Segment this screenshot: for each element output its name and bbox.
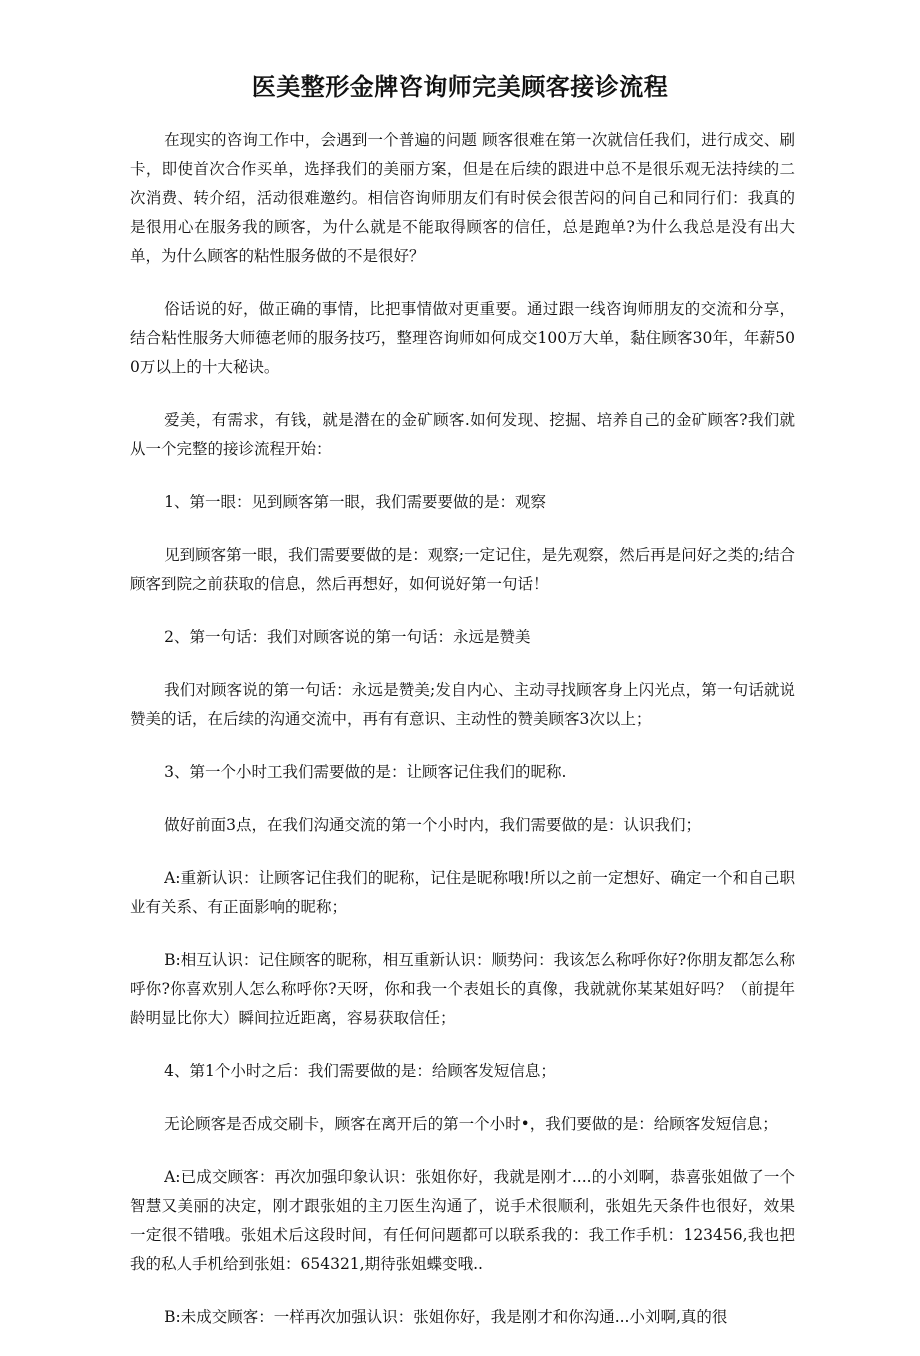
- paragraph-first-hour: 做好前面3点，在我们沟通交流的第一个小时内，我们需要做的是：认识我们；: [164, 816, 701, 834]
- paragraph-point-b-mutual: B:相互认识：记住顾客的昵称，相互重新认识：顺势问：我该怎么称呼你好?你朋友都怎么称呼你?你喜欢别人怎么称呼你?天呀，你和我一个表姐长的真像，我就就你某某姐好吗？（前提年龄明显比你大）瞬间拉近距离，容易获取信任；: [130, 951, 795, 1027]
- document-body: [130, 126, 795, 1356]
- section-heading-3: 3、第一个小时工我们需要做的是：让顾客记住我们的昵称.: [164, 763, 567, 781]
- paragraph-point-a-nickname: A:重新认识：让顾客记住我们的昵称，记住是昵称哦!所以之前一定想好、确定一个和自己职业有关系、有正面影响的昵称；: [130, 869, 795, 916]
- document-title: 医美整形金牌咨询师完美顾客接诊流程: [251, 73, 669, 101]
- paragraph-point-a-closed: A:已成交顾客：再次加强印象认识：张姐你好，我就是刚才....的小刘啊，恭喜张姐做了一个智慧又美丽的决定，刚才跟张姐的主刀医生沟通了，说手术很顺利，张姐先天条件也很好，效果一定很不错哦。张姐术后这段时间，有任何问题都可以联系我的：我工作手机：123456,我也把我的私人手机给到张姐：654321,期待张姐蝶变哦..: [130, 1168, 795, 1273]
- paragraph-send-message: 无论顾客是否成交刷卡，顾客在离开后的第一个小时•，我们要做的是：给顾客发短信息；: [164, 1115, 778, 1133]
- paragraph-proverb: 俗话说的好，做正确的事情，比把事情做对更重要。通过跟一线咨询师朋友的交流和分享，结合粘性服务大师德老师的服务技巧，整理咨询师如何成交100万大单，黏住顾客30年，年薪500万以上的十大秘诀。: [130, 300, 795, 376]
- section-heading-2: 2、第一句话：我们对顾客说的第一句话：永远是赞美: [164, 628, 531, 646]
- paragraph-observe: 见到顾客第一眼，我们需要要做的是：观察;一定记住，是先观察，然后再是问好之类的;结合顾客到院之前获取的信息，然后再想好，如何说好第一句话！: [130, 546, 795, 593]
- section-heading-1: 1、第一眼：见到顾客第一眼，我们需要要做的是：观察: [164, 493, 546, 511]
- paragraph-praise: 我们对顾客说的第一句话：永远是赞美;发自内心、主动寻找顾客身上闪光点，第一句话就说赞美的话，在后续的沟通交流中，再有有意识、主动性的赞美顾客3次以上；: [130, 681, 795, 728]
- section-heading-4: 4、第1个小时之后：我们需要做的是：给顾客发短信息；: [164, 1062, 556, 1080]
- paragraph-gold-customer: 爱美，有需求，有钱，就是潜在的金矿顾客.如何发现、挖掘、培养自己的金矿顾客?我们就从一个完整的接诊流程开始：: [130, 411, 795, 458]
- paragraph-point-b-not-closed: B:未成交顾客：一样再次加强认识：张姐你好，我是刚才和你沟通...小刘啊,真的很: [164, 1308, 728, 1326]
- paragraph-intro: 在现实的咨询工作中，会遇到一个普遍的问题 顾客很难在第一次就信任我们，进行成交、刷卡，即使首次合作买单，选择我们的美丽方案，但是在后续的跟进中总不是很乐观无法持续的二次消费、转介绍，活动很难邀约。相信咨询师朋友们有时侯会很苦闷的问自己和同行们：我真的是很用心在服务我的顾客，为什么就是不能取得顾客的信任，总是跑单?为什么我总是没有出大单，为什么顾客的粘性服务做的不是很好？: [130, 131, 795, 265]
